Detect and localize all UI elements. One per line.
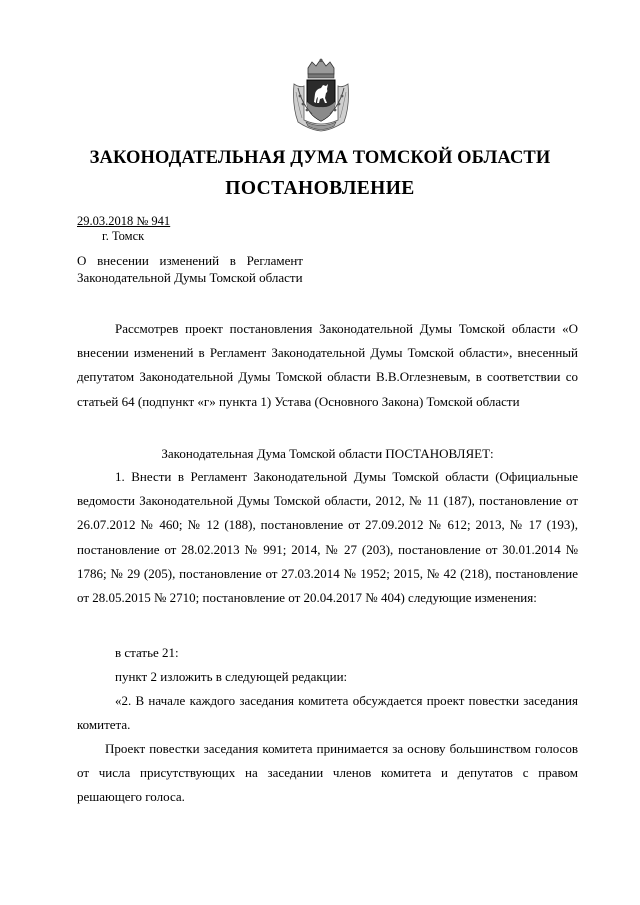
organization-title: ЗАКОНОДАТЕЛЬНАЯ ДУМА ТОМСКОЙ ОБЛАСТИ: [89, 148, 551, 168]
article-paragraph: [77, 641, 578, 665]
preamble-text: Рассмотрев проект постановления Законодательной Думы Томской области «О внесении изменений в Регламент Законодательной Думы Томской области», внесенный депутатом Законодательной Думы Томской области В.В.Оглезневым, в соответствии со статьей 64 (подпункт «г» пункта 1) Устава (Основного Закона) Томской области: [77, 321, 578, 409]
item-1-paragraph: [77, 465, 578, 610]
point-text: пункт 2 изложить в следующей редакции:: [115, 669, 348, 684]
preamble-paragraph: [77, 317, 578, 414]
item-1-text: 1. Внести в Регламент Законодательной Думы Томской области (Официальные ведомости Законодательной Думы Томской области, 2012, № 11 (187), постановление от 26.07.2012 № 460; № 12 (188), постановление от 27.09.2012 № 612; 2013, № 17 (193), постановление от 28.02.2013 № 991; 2014, № 27 (203), постановление от 30.01.2014 № 1786; № 29 (205), постановление от 27.03.2014 № 1952; 2015, № 42 (218), постановление от 28.05.2015 № 2710; постановление от 20.04.2017 № 404) следующие изменения:: [77, 469, 578, 606]
document-type-heading: ПОСТАНОВЛЕНИЕ: [225, 178, 415, 199]
quote-text-2: Проект повестки заседания комитета принимается за основу большинством голосов от числа присутствующих на заседании членов комитета и депутатов с правом решающего голоса.: [77, 741, 578, 805]
quote-paragraph-1: [77, 689, 578, 737]
resolves-paragraph: [77, 442, 578, 466]
document-date-number: 29.03.2018 № 941: [77, 214, 171, 228]
point-paragraph: [77, 665, 578, 689]
article-text: в статье 21:: [115, 645, 179, 660]
quote-text-1: «2. В начале каждого заседания комитета обсуждается проект повестки заседания комитета.: [77, 693, 578, 733]
document-place: г. Томск: [102, 229, 145, 243]
quote-paragraph-2: [77, 737, 578, 810]
document-subject: О внесении изменений в Регламент Законодательной Думы Томской области: [77, 253, 303, 285]
tomsk-region-coat-of-arms-icon: [290, 58, 352, 134]
resolves-text: Законодательная Дума Томской области ПОСТАНОВЛЯЕТ:: [161, 446, 494, 461]
